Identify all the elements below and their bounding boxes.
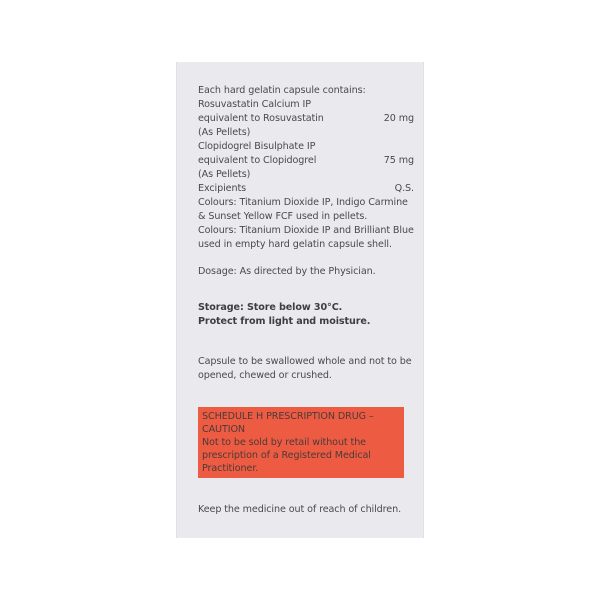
drug1-name: Rosuvastatin Calcium IP <box>198 99 311 110</box>
children-warning-text: Keep the medicine out of reach of children. <box>198 504 402 515</box>
storage-line2: Protect from light and moisture. <box>198 316 371 327</box>
drug1-dose: 20 mg <box>383 113 414 124</box>
medicine-carton-panel <box>176 62 424 538</box>
warning-line5: Practitioner. <box>202 463 259 474</box>
storage-line1: Storage: Store below 30°C. <box>198 302 343 313</box>
composition-heading: Each hard gelatin capsule contains: <box>198 85 366 96</box>
dosage-text: Dosage: As directed by the Physician. <box>198 266 376 277</box>
dosage-section <box>198 265 376 279</box>
excipients-value: Q.S. <box>394 183 414 194</box>
drug2-dose: 75 mg <box>383 155 414 166</box>
colours-shell-line1: Colours: Titanium Dioxide IP and Brilliant Blue <box>198 225 414 236</box>
excipients-row <box>198 182 414 196</box>
warning-line3: Not to be sold by retail without the <box>202 437 366 448</box>
drug2-name: Clopidogrel Bisulphate IP <box>198 141 316 152</box>
drug2-form: (As Pellets) <box>198 169 251 180</box>
warning-line4: prescription of a Registered Medical <box>202 450 371 461</box>
colours-pellets-line1: Colours: Titanium Dioxide IP, Indigo Carmine <box>198 197 408 208</box>
composition-section <box>198 84 414 252</box>
colours-shell-line2: used in empty hard gelatin capsule shell. <box>198 239 392 250</box>
swallow-line2: opened, chewed or crushed. <box>198 370 332 381</box>
colours-pellets-line2: & Sunset Yellow FCF used in pellets. <box>198 211 368 222</box>
swallow-line1: Capsule to be swallowed whole and not to be <box>198 356 412 367</box>
drug1-equivalent: equivalent to Rosuvastatin <box>198 113 324 124</box>
drug2-equivalent: equivalent to Clopidogrel <box>198 155 317 166</box>
swallow-instructions <box>198 355 412 383</box>
excipients-label: Excipients <box>198 183 247 194</box>
drug1-equivalent-row <box>198 112 414 126</box>
schedule-h-warning-box <box>198 407 404 478</box>
storage-section <box>198 301 370 329</box>
warning-line1: SCHEDULE H PRESCRIPTION DRUG – <box>202 411 374 422</box>
drug1-form: (As Pellets) <box>198 127 251 138</box>
warning-line2: CAUTION <box>202 424 246 435</box>
drug2-equivalent-row <box>198 154 414 168</box>
children-warning-section <box>198 503 401 517</box>
